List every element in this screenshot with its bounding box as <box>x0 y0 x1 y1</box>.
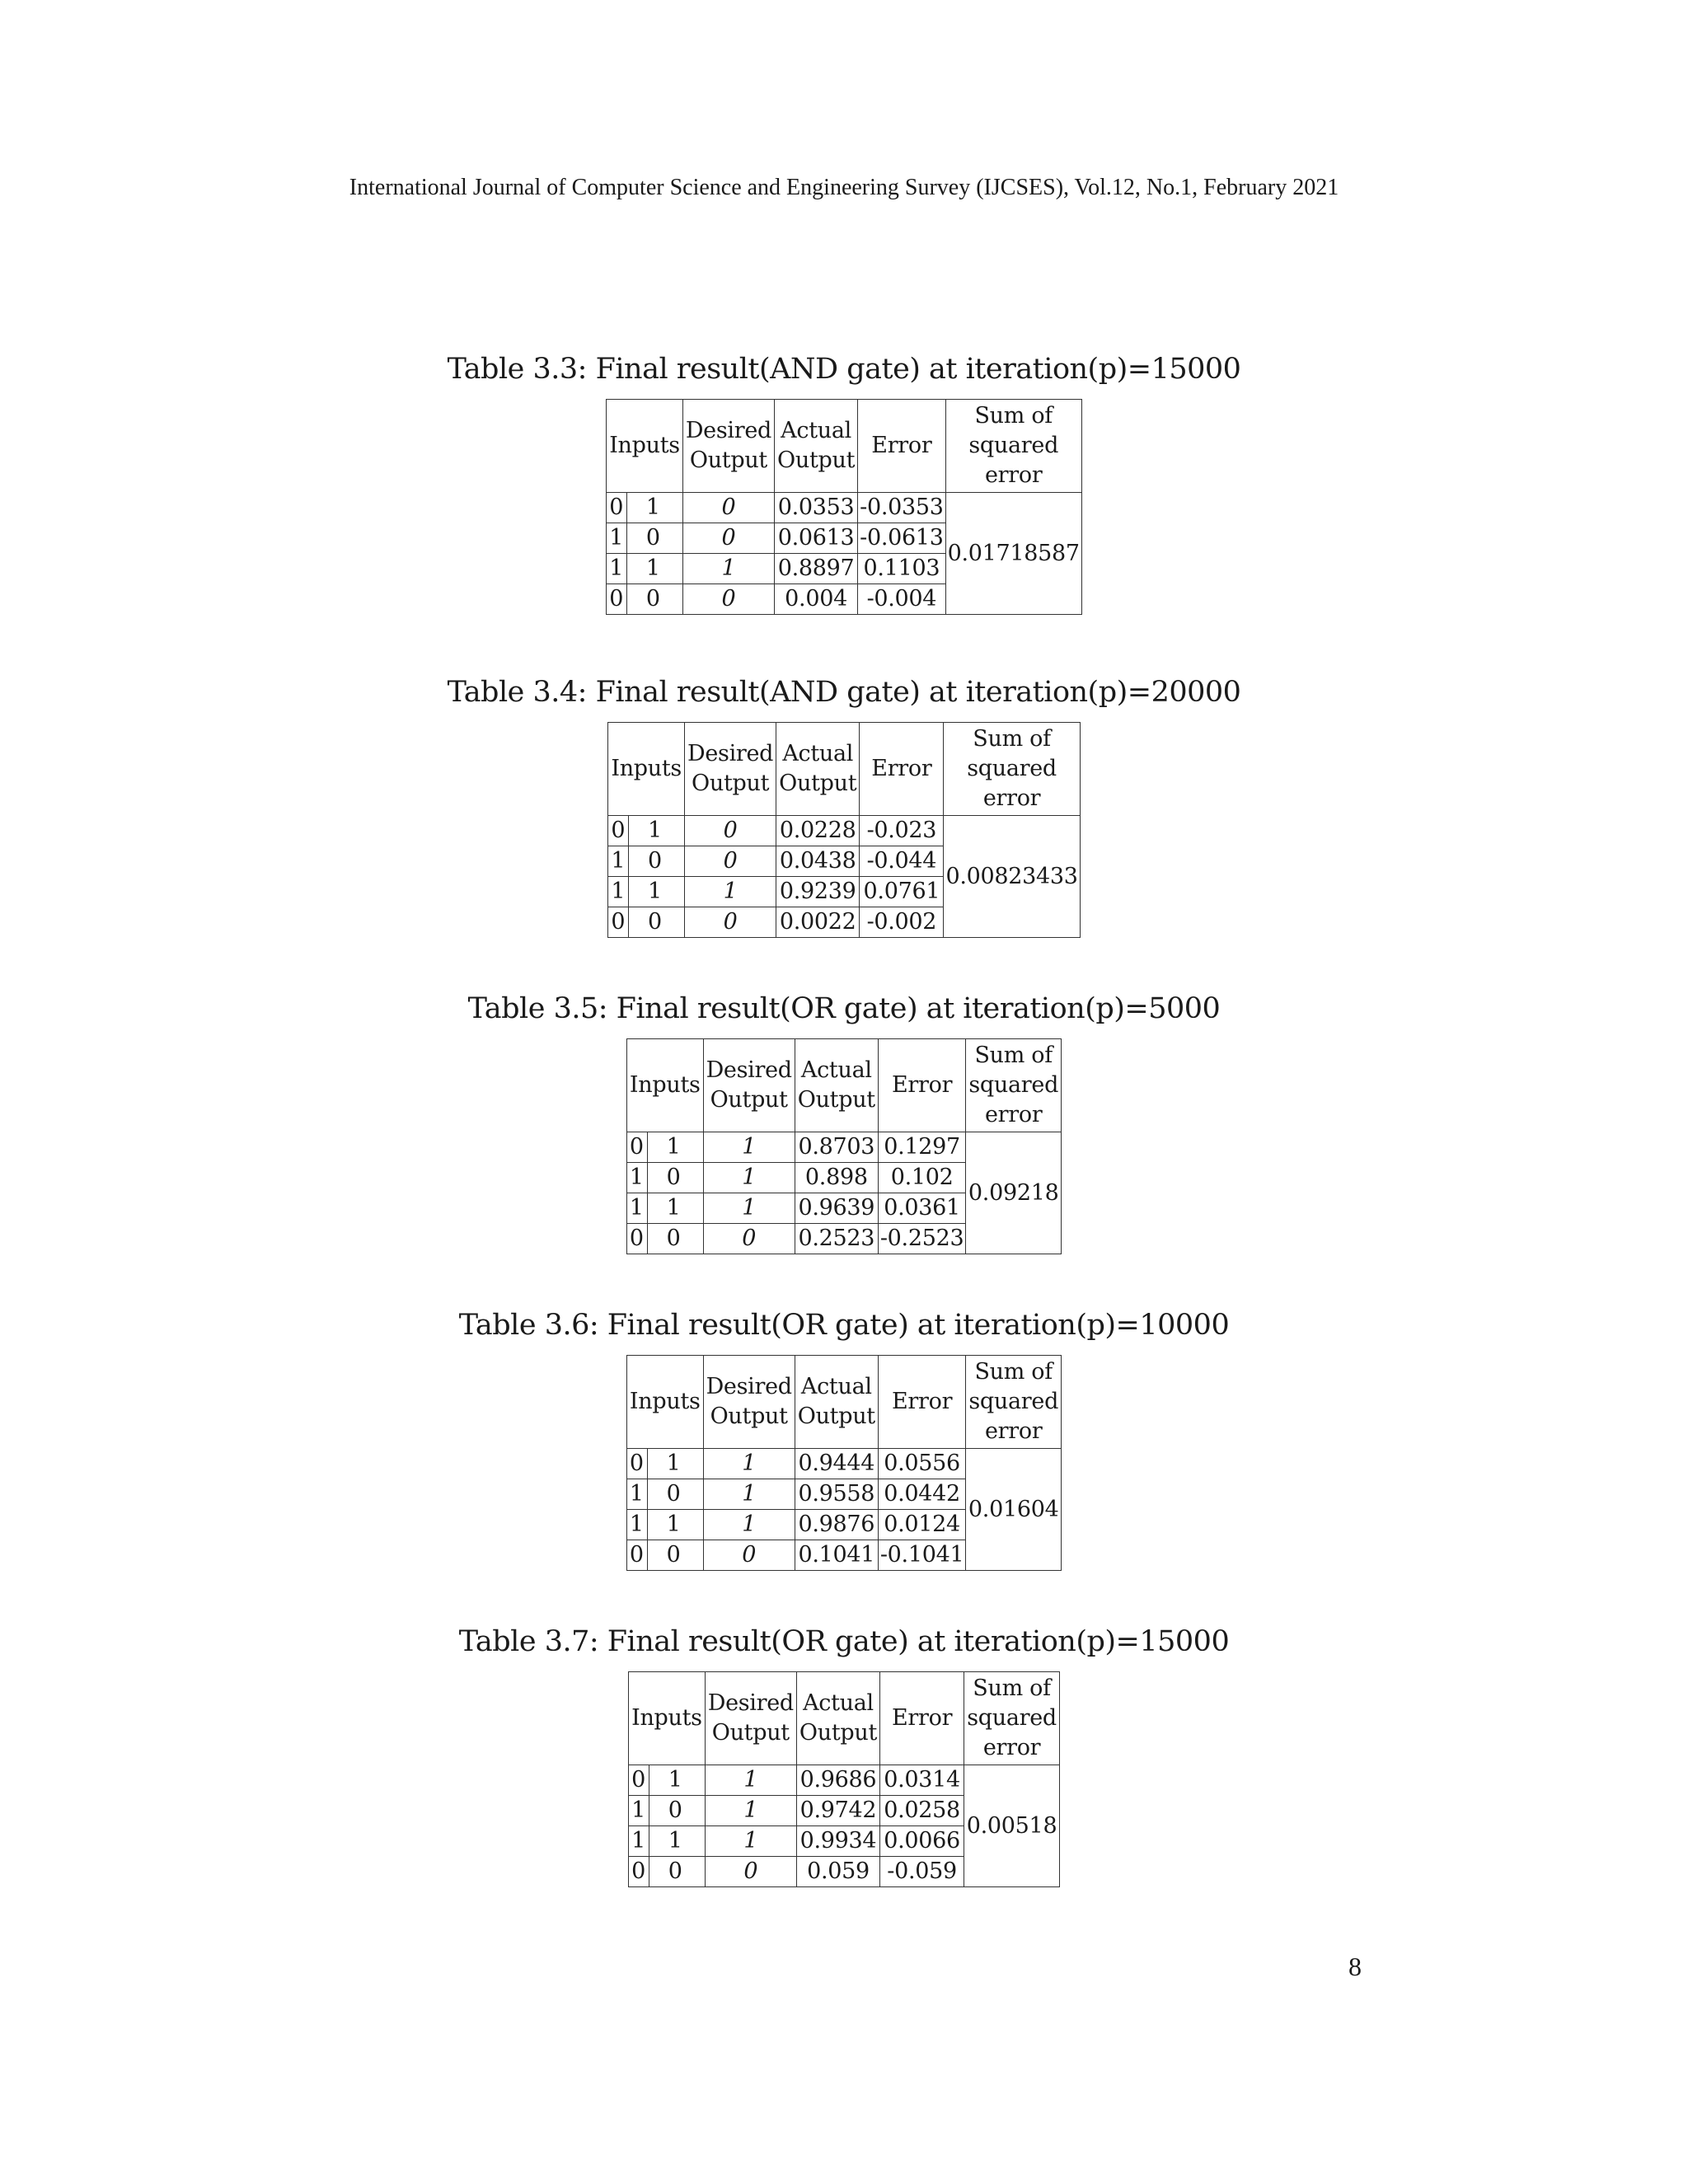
error-value: -0.002 <box>860 907 944 938</box>
input-x1: 0 <box>626 1449 647 1479</box>
header-sum-squared-error: Sum of squared error <box>966 1039 1062 1132</box>
input-x1: 1 <box>608 846 629 877</box>
actual-output: 0.8897 <box>775 554 858 584</box>
input-x2: 0 <box>626 584 682 615</box>
table-caption: Table 3.5: Final result(OR gate) at iteration(p)=5000 <box>467 992 1221 1025</box>
input-x2: 1 <box>649 1826 705 1857</box>
actual-output: 0.059 <box>796 1857 879 1887</box>
header-inputs: Inputs <box>608 723 685 816</box>
input-x2: 1 <box>647 1132 703 1163</box>
input-x2: 0 <box>649 1857 705 1887</box>
header-error: Error <box>878 1039 966 1132</box>
running-header: International Journal of Computer Science and Engineering Survey (IJCSES), Vol.12, No.1, February 2021 <box>349 175 1339 200</box>
input-x2: 1 <box>647 1193 703 1224</box>
input-x1: 0 <box>607 584 627 615</box>
table-caption: Table 3.4: Final result(AND gate) at iteration(p)=20000 <box>447 676 1241 709</box>
header-desired-output: Desired Output <box>684 723 776 816</box>
input-x2: 1 <box>647 1510 703 1540</box>
table-block-3-5 <box>0 986 1688 1254</box>
table-row <box>608 816 1080 846</box>
table-row <box>626 1132 1061 1163</box>
input-x2: 0 <box>649 1796 705 1826</box>
header-error: Error <box>860 723 944 816</box>
actual-output: 0.2523 <box>795 1224 878 1254</box>
error-value: -0.059 <box>880 1857 964 1887</box>
input-x2: 1 <box>628 816 684 846</box>
input-x2: 0 <box>647 1479 703 1510</box>
input-x1: 1 <box>608 877 629 907</box>
desired-output: 0 <box>682 523 774 554</box>
table-row <box>626 1449 1061 1479</box>
header-desired-output: Desired Output <box>705 1672 796 1765</box>
desired-output: 0 <box>684 816 776 846</box>
desired-output: 0 <box>682 493 774 523</box>
input-x1: 0 <box>629 1765 649 1796</box>
error-value: 0.0066 <box>880 1826 964 1857</box>
table-block-3-7 <box>0 1619 1688 1887</box>
desired-output: 0 <box>684 907 776 938</box>
error-value: 0.0556 <box>878 1449 966 1479</box>
header-sum-squared-error: Sum of squared error <box>944 723 1080 816</box>
actual-output: 0.9876 <box>795 1510 878 1540</box>
input-x2: 0 <box>628 846 684 877</box>
error-value: -0.0353 <box>858 493 946 523</box>
input-x2: 0 <box>647 1163 703 1193</box>
desired-output: 1 <box>705 1826 796 1857</box>
table-caption: Table 3.3: Final result(AND gate) at iteration(p)=15000 <box>447 353 1241 386</box>
error-value: 0.0442 <box>878 1479 966 1510</box>
table-block-3-6 <box>0 1302 1688 1571</box>
sum-squared-error-value: 0.00518 <box>964 1765 1060 1887</box>
error-value: -0.044 <box>860 846 944 877</box>
error-value: 0.0124 <box>878 1510 966 1540</box>
header-sum-squared-error: Sum of squared error <box>945 400 1081 493</box>
error-value: 0.1297 <box>878 1132 966 1163</box>
header-inputs: Inputs <box>629 1672 706 1765</box>
desired-output: 0 <box>705 1857 796 1887</box>
actual-output: 0.8703 <box>795 1132 878 1163</box>
header-actual-output: Actual Output <box>796 1672 879 1765</box>
input-x2: 0 <box>647 1540 703 1571</box>
desired-output: 0 <box>703 1224 795 1254</box>
sum-squared-error-value: 0.01718587 <box>945 493 1081 615</box>
input-x1: 0 <box>608 816 629 846</box>
input-x1: 0 <box>626 1540 647 1571</box>
table-row <box>607 493 1082 523</box>
error-value: 0.1103 <box>858 554 946 584</box>
desired-output: 0 <box>684 846 776 877</box>
desired-output: 1 <box>682 554 774 584</box>
results-table <box>606 399 1082 615</box>
sum-squared-error-value: 0.01604 <box>966 1449 1062 1571</box>
header-desired-output: Desired Output <box>703 1039 795 1132</box>
results-table <box>626 1355 1062 1571</box>
header-actual-output: Actual Output <box>775 400 858 493</box>
actual-output: 0.0022 <box>776 907 860 938</box>
input-x1: 1 <box>626 1479 647 1510</box>
header-actual-output: Actual Output <box>795 1039 878 1132</box>
input-x2: 1 <box>628 877 684 907</box>
desired-output: 0 <box>703 1540 795 1571</box>
input-x1: 0 <box>626 1132 647 1163</box>
header-inputs: Inputs <box>626 1039 703 1132</box>
header-inputs: Inputs <box>626 1356 703 1449</box>
header-actual-output: Actual Output <box>776 723 860 816</box>
input-x2: 0 <box>628 907 684 938</box>
actual-output: 0.9444 <box>795 1449 878 1479</box>
error-value: -0.023 <box>860 816 944 846</box>
header-sum-squared-error: Sum of squared error <box>964 1672 1060 1765</box>
desired-output: 1 <box>705 1765 796 1796</box>
error-value: -0.1041 <box>878 1540 966 1571</box>
table-caption: Table 3.6: Final result(OR gate) at iteration(p)=10000 <box>458 1309 1230 1342</box>
input-x2: 1 <box>626 493 682 523</box>
header-inputs: Inputs <box>607 400 683 493</box>
desired-output: 0 <box>682 584 774 615</box>
input-x1: 1 <box>607 523 627 554</box>
desired-output: 1 <box>703 1193 795 1224</box>
results-table <box>628 1671 1060 1887</box>
desired-output: 1 <box>703 1449 795 1479</box>
actual-output: 0.9639 <box>795 1193 878 1224</box>
input-x2: 1 <box>626 554 682 584</box>
input-x1: 1 <box>626 1163 647 1193</box>
input-x1: 1 <box>626 1193 647 1224</box>
sum-squared-error-value: 0.09218 <box>966 1132 1062 1254</box>
desired-output: 1 <box>703 1163 795 1193</box>
error-value: -0.0613 <box>858 523 946 554</box>
results-table <box>626 1038 1062 1254</box>
error-value: 0.0761 <box>860 877 944 907</box>
actual-output: 0.898 <box>795 1163 878 1193</box>
error-value: 0.0258 <box>880 1796 964 1826</box>
actual-output: 0.0438 <box>776 846 860 877</box>
header-sum-squared-error: Sum of squared error <box>966 1356 1062 1449</box>
table-caption: Table 3.7: Final result(OR gate) at iteration(p)=15000 <box>458 1625 1230 1658</box>
header-desired-output: Desired Output <box>703 1356 795 1449</box>
desired-output: 1 <box>705 1796 796 1826</box>
header-error: Error <box>880 1672 964 1765</box>
input-x1: 1 <box>629 1826 649 1857</box>
input-x2: 1 <box>647 1449 703 1479</box>
results-table <box>607 722 1080 938</box>
input-x2: 1 <box>649 1765 705 1796</box>
actual-output: 0.9742 <box>796 1796 879 1826</box>
actual-output: 0.9934 <box>796 1826 879 1857</box>
input-x1: 1 <box>629 1796 649 1826</box>
header-desired-output: Desired Output <box>682 400 774 493</box>
header-actual-output: Actual Output <box>795 1356 878 1449</box>
table-row <box>629 1765 1060 1796</box>
error-value: 0.0361 <box>878 1193 966 1224</box>
header-error: Error <box>878 1356 966 1449</box>
page-number: 8 <box>1348 1952 1362 1981</box>
input-x2: 0 <box>626 523 682 554</box>
input-x2: 0 <box>647 1224 703 1254</box>
input-x1: 0 <box>629 1857 649 1887</box>
actual-output: 0.0613 <box>775 523 858 554</box>
actual-output: 0.9686 <box>796 1765 879 1796</box>
input-x1: 1 <box>607 554 627 584</box>
actual-output: 0.0228 <box>776 816 860 846</box>
input-x1: 0 <box>608 907 629 938</box>
input-x1: 0 <box>607 493 627 523</box>
header-error: Error <box>858 400 946 493</box>
table-block-3-3 <box>0 346 1688 615</box>
input-x1: 1 <box>626 1510 647 1540</box>
desired-output: 1 <box>703 1479 795 1510</box>
error-value: 0.0314 <box>880 1765 964 1796</box>
error-value: -0.2523 <box>878 1224 966 1254</box>
desired-output: 1 <box>703 1132 795 1163</box>
actual-output: 0.9558 <box>795 1479 878 1510</box>
desired-output: 1 <box>684 877 776 907</box>
actual-output: 0.004 <box>775 584 858 615</box>
error-value: -0.004 <box>858 584 946 615</box>
input-x1: 0 <box>626 1224 647 1254</box>
table-block-3-4 <box>0 669 1688 938</box>
error-value: 0.102 <box>878 1163 966 1193</box>
actual-output: 0.0353 <box>775 493 858 523</box>
actual-output: 0.9239 <box>776 877 860 907</box>
actual-output: 0.1041 <box>795 1540 878 1571</box>
desired-output: 1 <box>703 1510 795 1540</box>
sum-squared-error-value: 0.00823433 <box>944 816 1080 938</box>
